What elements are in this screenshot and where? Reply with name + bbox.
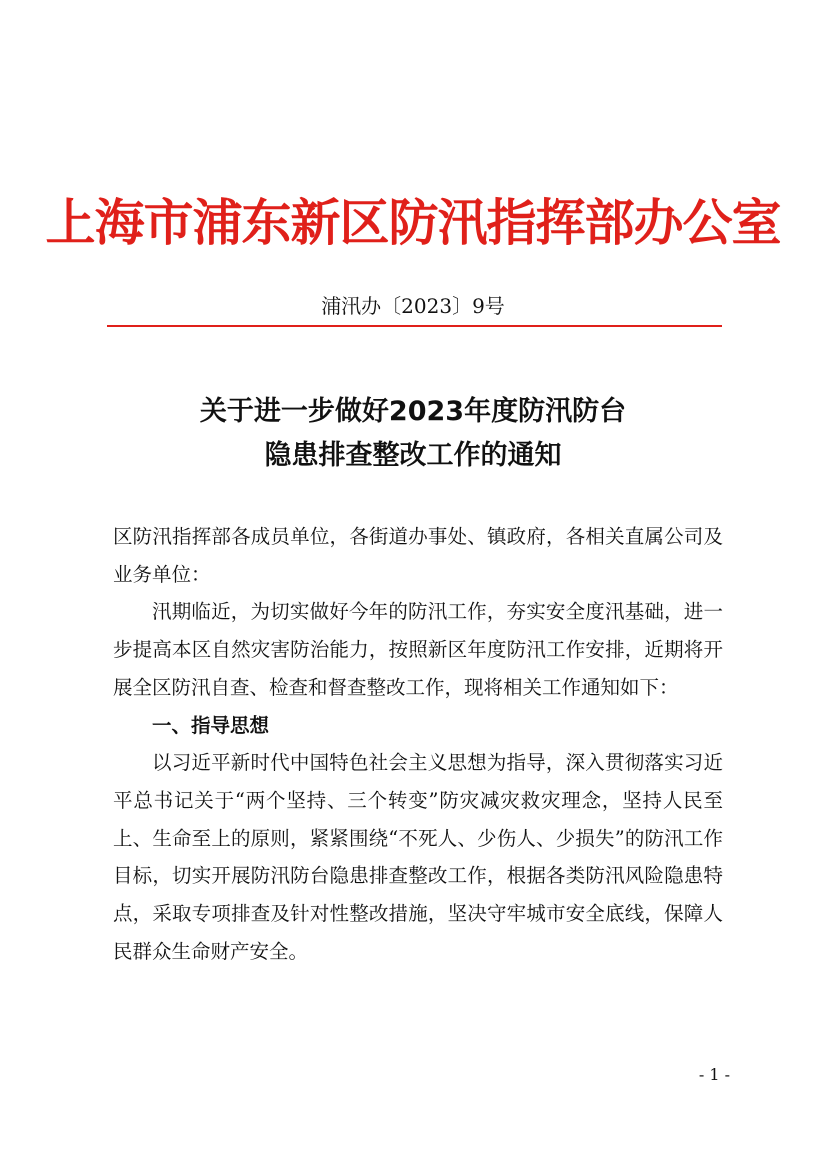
issuer-header: 上海市浦东新区防汛指挥部办公室 [45,194,781,252]
salutation: 区防汛指挥部各成员单位，各街道办事处、镇政府，各相关直属公司及业务单位： [113,525,723,586]
section-heading-1: 一、指导思想 [152,713,270,737]
red-divider-line [107,325,722,327]
intro-paragraph: 汛期临近，为切实做好今年的防汛工作，夯实安全度汛基础，进一步提高本区自然灾害防治能力，按照新区年度防汛工作安排，近期将开展全区防汛自查、检查和督查整改工作，现将相关工作通知如下： [113,600,723,699]
page-number: - 1 - [698,1065,730,1084]
notice-title-line-2: 隐患排查整改工作的通知 [264,440,562,471]
document-body [113,518,723,970]
notice-title [0,390,826,478]
section-paragraph-1: 以习近平新时代中国特色社会主义思想为指导，深入贯彻落实习近平总书记关于“两个坚持、三个转变”防灾减灾救灾理念，坚持人民至上、生命至上的原则，紧紧围绕“不死人、少伤人、少损失”的防汛工作目标，切实开展防汛防台隐患排查整改工作，根据各类防汛风险隐患特点，采取专项排查及针对性整改措施，坚决守牢城市安全底线，保障人民群众生命财产安全。 [113,751,723,963]
document-number: 浦汛办〔2023〕9号 [321,294,505,318]
notice-title-line-1: 关于进一步做好2023年度防汛防台 [199,396,627,427]
